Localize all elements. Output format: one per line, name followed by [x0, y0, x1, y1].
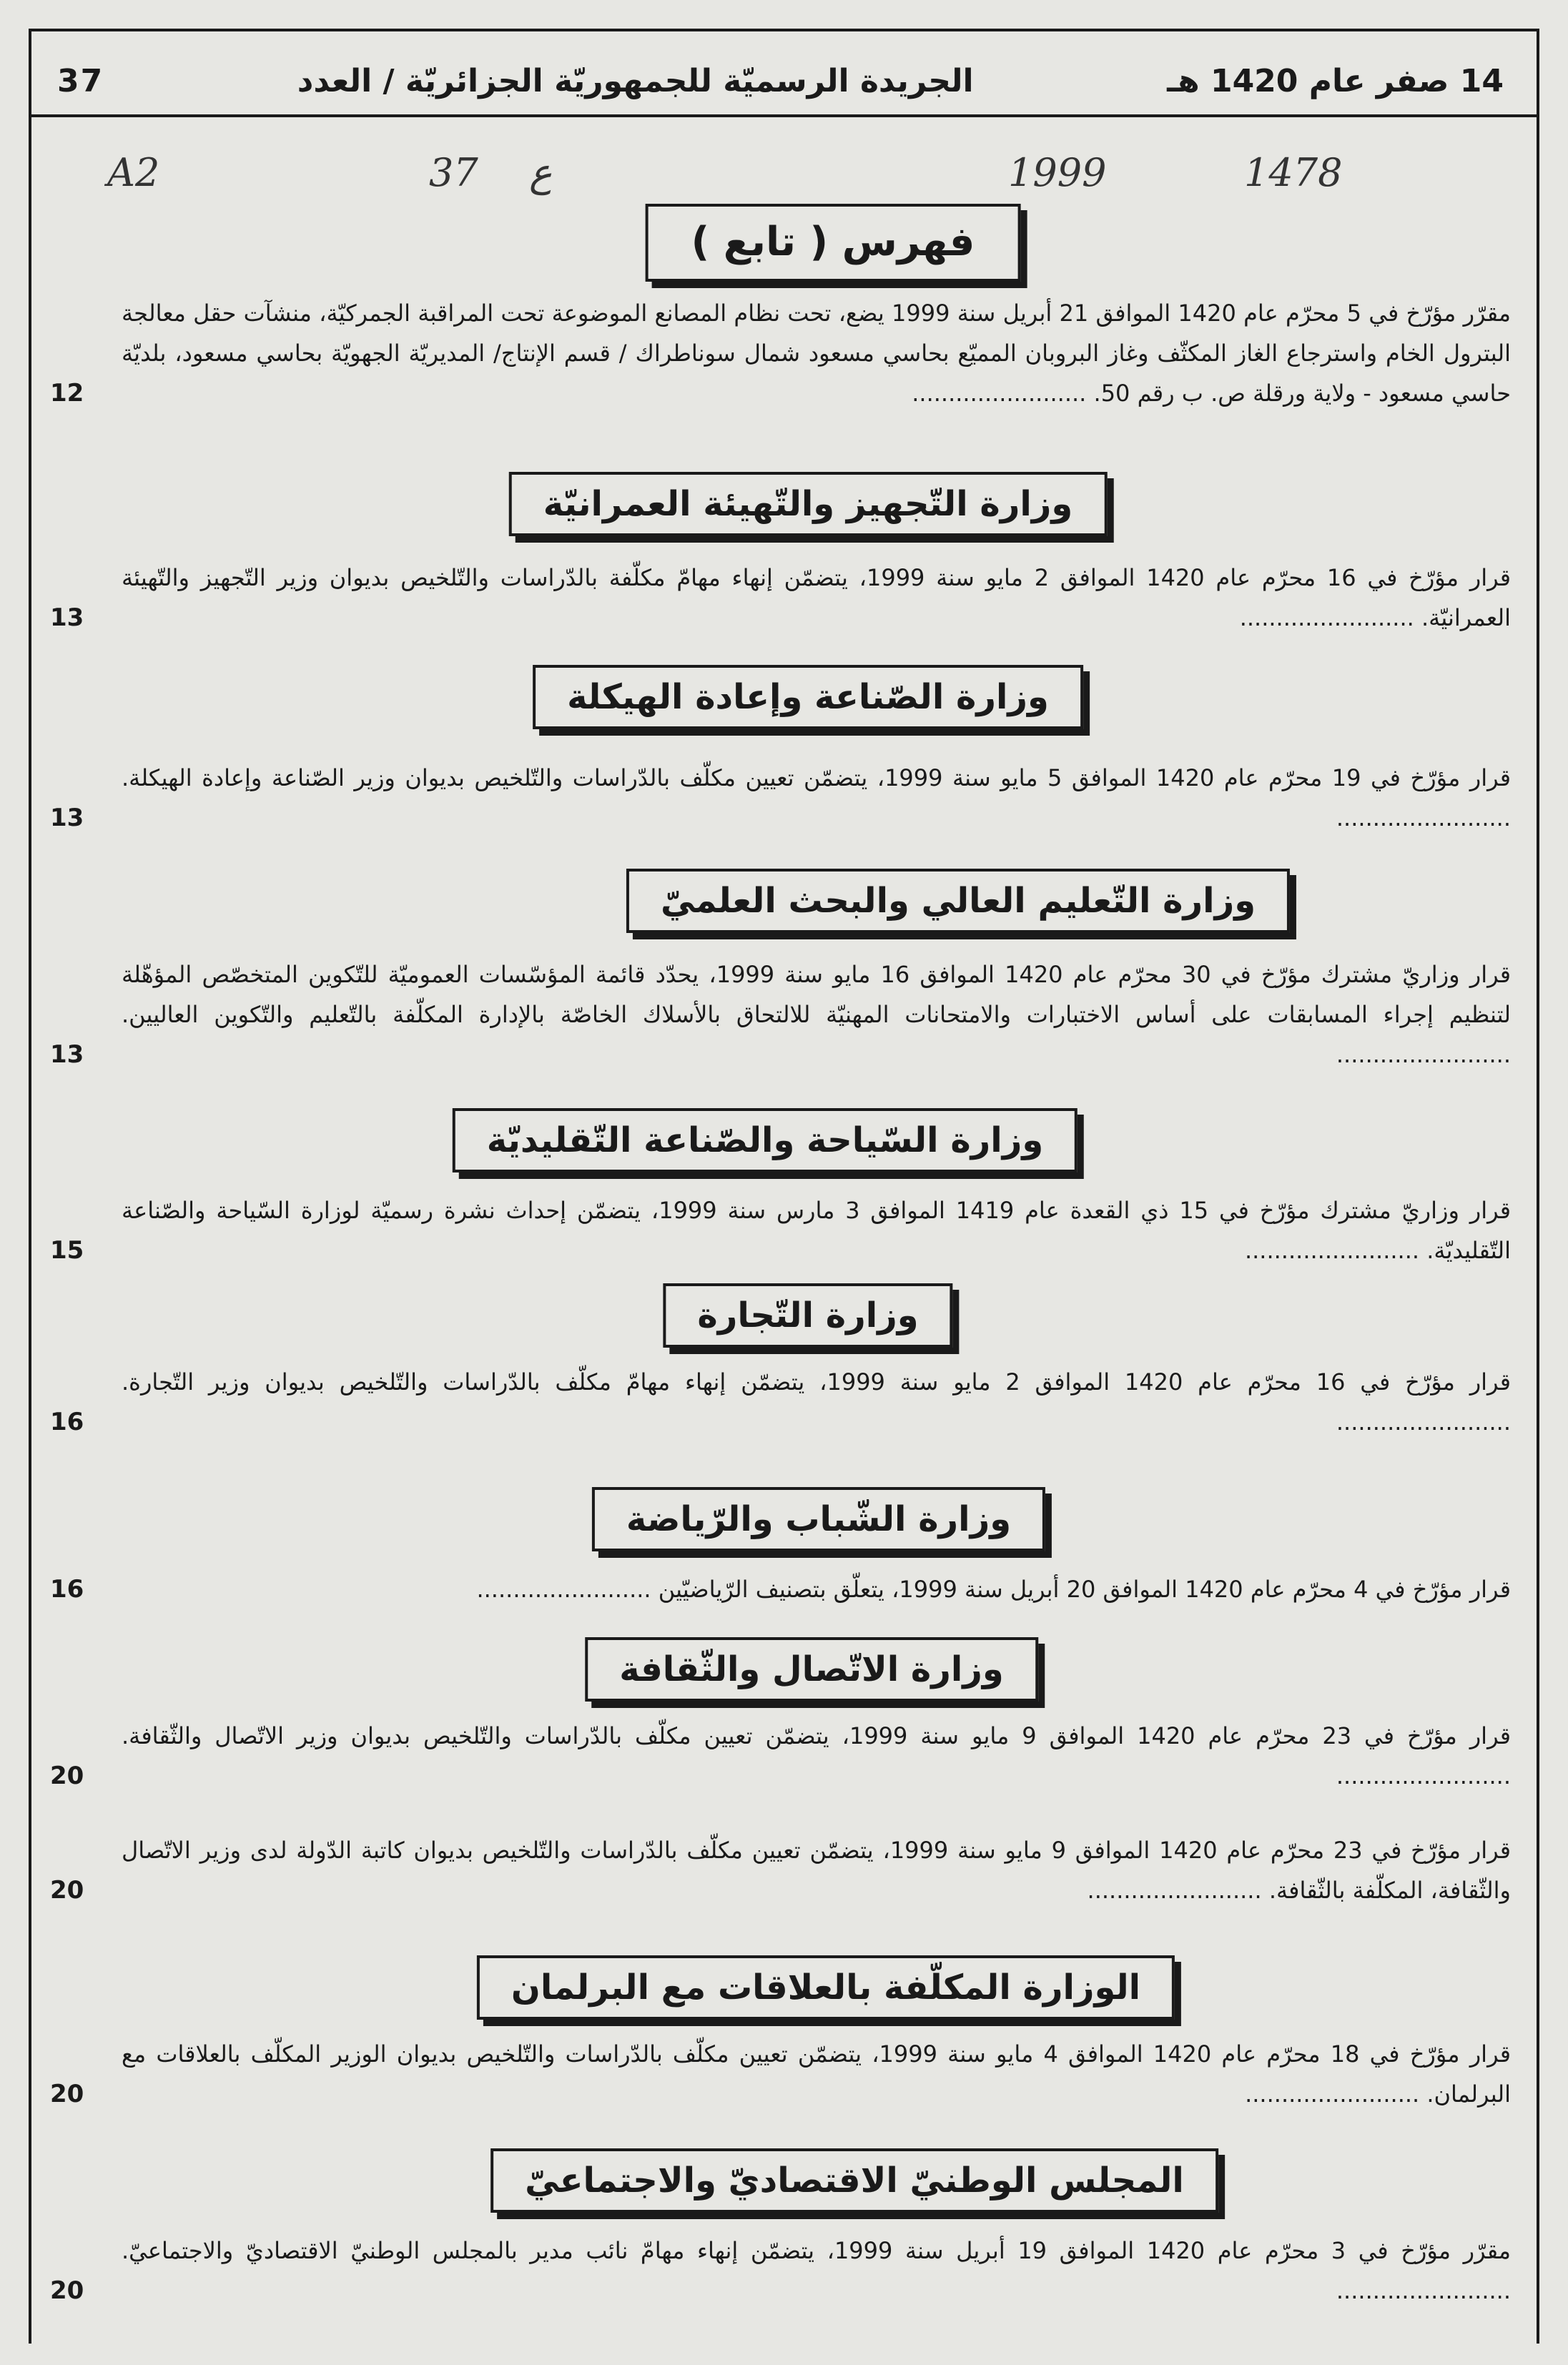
- entry-page-number: 12: [50, 379, 84, 408]
- entry-text: قرار مؤرّخ في 19 محرّم عام 1420 الموافق 5 مايو سنة 1999، يتضمّن تعيين مكلّف بالدّراسات والتّلخيص بديوان وزير الصّناعة وإعادة الهيكلة. ........................: [122, 764, 1512, 831]
- entry-text: قرار مؤرّخ في 16 محرّم عام 1420 الموافق 2 مايو سنة 1999، يتضمّن إنهاء مهامّ مكلّف بالدّراسات والتّلخيص بديوان وزير التّجارة. ........................: [122, 1368, 1511, 1436]
- handwritten-note-number: 1478: [1244, 150, 1343, 195]
- entry-page-number: 13: [50, 1040, 84, 1069]
- issue-label: / العدد: [297, 62, 395, 99]
- entry-text: مقرّر مؤرّخ في 3 محرّم عام 1420 الموافق 19 أبريل سنة 1999، يتضمّن إنهاء مهامّ نائب مدير بالمجلس الوطنيّ الاقتصاديّ والاجتماعيّ. ........................: [122, 2237, 1512, 2304]
- dot-leader: ........................: [476, 1576, 659, 1603]
- entry-text: قرار مؤرّخ في 18 محرّم عام 1420 الموافق 4 مايو سنة 1999، يتضمّن تعيين مكلّف بالدّراسات والتّلخيص بديوان الوزير المكلّف بالعلاقات مع البرلمان. ........................: [122, 2040, 1512, 2108]
- handwritten-note-37: 37: [429, 150, 478, 195]
- entry-text: قرار مؤرّخ في 4 محرّم عام 1420 الموافق 20 أبريل سنة 1999، يتعلّق بتصنيف الرّياضيّين ........................: [476, 1576, 1511, 1603]
- entry-page-number: 20: [50, 2080, 84, 2108]
- dot-leader: ........................: [1336, 1408, 1511, 1436]
- section-title-equipment: وزارة التّجهيز والتّهيئة العمرانيّة: [509, 472, 1108, 536]
- entry-page-number: 20: [50, 2276, 84, 2305]
- dot-leader: ........................: [1336, 1041, 1511, 1068]
- handwritten-note-a2: A2: [107, 150, 160, 195]
- gazette-title: [104, 63, 1167, 99]
- entry-parliament-relations: [50, 2034, 1511, 2114]
- handwritten-note-letter: ع: [529, 150, 553, 195]
- dot-leader: ........................: [1087, 1877, 1269, 1904]
- entry-page-number: 20: [50, 1762, 84, 1790]
- section-title-economic-social-council: المجلس الوطنيّ الاقتصاديّ والاجتماعيّ: [490, 2148, 1218, 2213]
- right-border: [1537, 29, 1539, 2344]
- entry-economic-social-council: [50, 2231, 1511, 2311]
- index-title: فهرس ( تابع ): [646, 204, 1021, 282]
- dot-leader: ........................: [1245, 2080, 1427, 2108]
- entry-page-number: 16: [50, 1408, 84, 1436]
- issue-number: [57, 63, 104, 99]
- section-title-communication-culture: وزارة الاتّصال والثّقافة: [585, 1637, 1038, 1702]
- entry-customs-decision: [50, 293, 1511, 413]
- section-title-industry: وزارة الصّناعة وإعادة الهيكلة: [533, 665, 1083, 729]
- entry-tourism: [50, 1190, 1511, 1270]
- entry-communication-1: [50, 1716, 1511, 1796]
- section-title-commerce: وزارة التّجارة: [663, 1283, 952, 1348]
- dot-leader: ........................: [1239, 604, 1421, 631]
- entry-page-number: 16: [50, 1575, 84, 1604]
- entry-industry: [50, 758, 1511, 838]
- dot-leader: ........................: [1244, 1237, 1427, 1264]
- entry-page-number: 13: [50, 804, 84, 832]
- entry-commerce: [50, 1362, 1511, 1442]
- section-title-tourism: وزارة السّياحة والصّناعة التّقليديّة: [453, 1108, 1078, 1172]
- entry-page-number: 13: [50, 603, 84, 632]
- entry-youth-sports: [50, 1569, 1511, 1609]
- entry-communication-2: [50, 1830, 1511, 1910]
- handwritten-note-year: 1999: [1008, 150, 1107, 195]
- issue-number-value: 37: [57, 62, 104, 99]
- dot-leader: ........................: [1336, 804, 1511, 831]
- header-underline: [29, 114, 1539, 117]
- entry-text: قرار مؤرّخ في 23 محرّم عام 1420 الموافق 9 مايو سنة 1999، يتضمّن تعيين مكلّف بالدّراسات والتّلخيص بديوان وزير الاتّصال والثّقافة. ........................: [122, 1722, 1512, 1789]
- entry-higher-education: [50, 954, 1511, 1075]
- gazette-title-text: الجريدة الرسميّة للجمهوريّة الجزائريّة: [405, 62, 974, 99]
- top-border: [29, 29, 1539, 31]
- entry-page-number: 20: [50, 1876, 84, 1905]
- left-border: [29, 29, 31, 2344]
- section-title-youth-sports: وزارة الشّباب والرّياضة: [592, 1487, 1045, 1551]
- entry-page-number: 15: [50, 1236, 84, 1265]
- dot-leader: ........................: [1336, 1762, 1511, 1789]
- entry-text: مقرّر مؤرّخ في 5 محرّم عام 1420 الموافق 21 أبريل سنة 1999 يضع، تحت نظام المصانع الموضوعة تحت المراقبة الجمركيّة، منشآت حقل معالجة البترول الخام واسترجاع الغاز المكثّف وغاز البروبان المميّع بحاسي مسعود شمال سوناطراك / قسم الإنتاج/ المديريّة الجهويّة بحاسي مسعود، بلديّة حاسي مسعود - ولاية ورقلة ص. ب رقم 50. ........................: [122, 300, 1512, 407]
- entry-text: قرار وزاريّ مشترك مؤرّخ في 30 محرّم عام 1420 الموافق 16 مايو سنة 1999، يحدّد قائمة المؤسّسات العموميّة للتّكوين المتخصّص المؤهّلة لتنظيم إجراء المسابقات على أساس الاختبارات والامتحانات المهنيّة للالتحاق بالأسلاك الخاصّة بالإدارة المكلّفة بالتّعليم والتّكوين العاليين. ........................: [122, 961, 1512, 1068]
- page-header: [57, 56, 1504, 106]
- dot-leader: ........................: [912, 380, 1094, 407]
- entry-text: قرار مؤرّخ في 23 محرّم عام 1420 الموافق 9 مايو سنة 1999، يتضمّن تعيين مكلّف بالدّراسات والتّلخيص بديوان كاتبة الدّولة لدى وزير الاتّصال والثّقافة، المكلّفة بالثّقافة. ........................: [122, 1837, 1512, 1904]
- issue-date: 14 صفر عام 1420 هـ: [1167, 62, 1504, 99]
- entry-equipment: [50, 558, 1511, 638]
- section-title-higher-education: وزارة التّعليم العالي والبحث العلميّ: [626, 869, 1290, 933]
- entry-text: قرار وزاريّ مشترك مؤرّخ في 15 ذي القعدة عام 1419 الموافق 3 مارس سنة 1999، يتضمّن إحداث نشرة رسميّة لوزارة السّياحة والصّناعة التّقليديّة. ........................: [122, 1197, 1512, 1264]
- section-title-parliament-relations: الوزارة المكلّفة بالعلاقات مع البرلمان: [477, 1955, 1175, 2020]
- entry-text: قرار مؤرّخ في 16 محرّم عام 1420 الموافق 2 مايو سنة 1999، يتضمّن إنهاء مهامّ مكلّفة بالدّراسات والتّلخيص بديوان وزير التّجهيز والتّهيئة العمرانيّة. ........................: [122, 564, 1512, 631]
- dot-leader: ........................: [1336, 2277, 1511, 2304]
